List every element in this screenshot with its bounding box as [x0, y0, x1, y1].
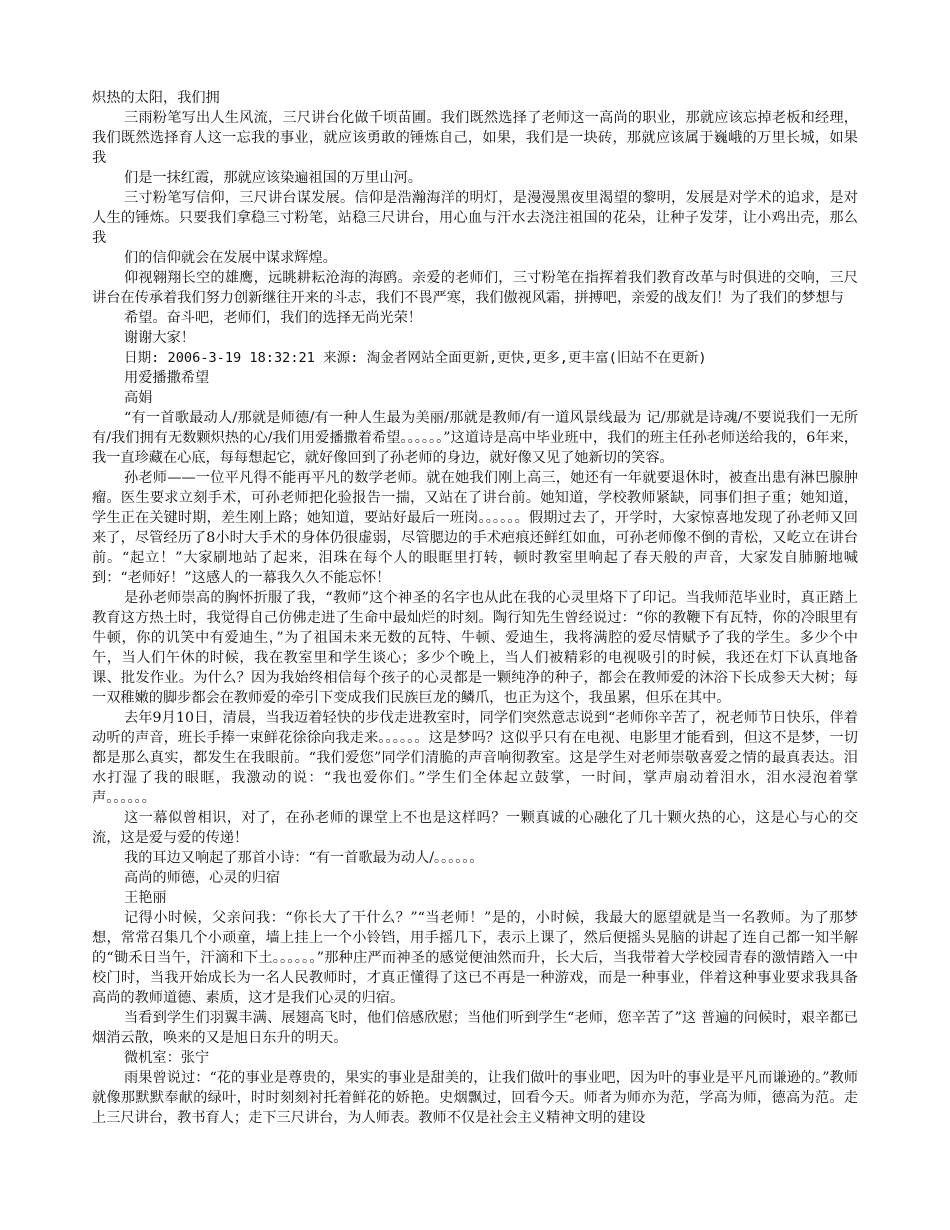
paragraph-chalk-2: 三寸粉笔写信仰，三尺讲台谋发展。信仰是浩瀚海洋的明灯，是漫漫黑夜里渴望的黎明，发展是对学术的追求，是对人生的锤炼。只要我们拿稳三寸粉笔，站稳三尺讲台，用心血与汗水去浇注祖国的花朵，让种子发芽，让小鸡出壳，那么我 [92, 190, 858, 246]
paragraph-chalk-1-cont: 们是一抹红霞，那就应该染遍祖国的万里山河。 [124, 170, 422, 186]
paragraph-childhood: 记得小时候，父亲问我：“你长大了干什么？”“当老师！”是的，小时候，我最大的愿望就是当一名教师。为了那梦想，常常召集几个小顽童，墙上挂上一个小铃铛，用手摇几下，表示上课了，然后便摇头晃脑的讲起了连自己都一知半解的“锄禾日当午，汗滴和下土。。。。。。”那种庄严而神圣的感觉便油然而升，长大后，当我带着大学校园青春的激情踏入一中校门时，当我开始成长为一名人民教师时，才真正懂得了这已不再是一种游戏，而是一种事业，伴着这种事业要求我具备高尚的教师道德、素质，这才是我们心灵的归宿。 [92, 910, 858, 1006]
paragraph-poem-echo: 我的耳边又响起了那首小诗：“有一首歌最为动人/。。。。。。 [124, 850, 484, 866]
paragraph-hugo: 雨果曾说过：“花的事业是尊贵的，果实的事业是甜美的，让我们做叶的事业吧，因为叶的事业是平凡而谦逊的。”教师就像那默默奉献的绿叶，时时刻刻衬托着鲜花的娇艳。史烟飘过，回看今天。师者为师亦为范，学高为师，德高为范。走上三尺讲台，教书育人；走下三尺讲台，为人师表。教师不仅是社会主义精神文明的建设 [92, 1070, 858, 1126]
article-meta: 日期: 2006-3-19 18:32:21 来源: 淘金者网站全面更新,更快,更多,更丰富(旧站不在更新) [124, 350, 707, 366]
paragraph-teachers-day: 去年9月10日，清晨，当我迈着轻快的步伐走进教室时，同学们突然意志说到“老师你辛苦了，祝老师节日快乐，伴着动听的声音，班长手捧一束鲜花徐徐向我走来。。。。。。这是梦吗？这似乎只有在电视、电影里才能看到，但这不是梦，一切都是那么真实，都发生在我眼前。“我们爱您”同学们清脆的声音响彻教室。这是学生对老师崇敬喜爱之情的最真表达。泪水打湿了我的眼眶，我激动的说：“我也爱你们。”学生们全体起立鼓掌，一时间，掌声扇动着泪水，泪水浸泡着掌声。。。。。。 [92, 710, 858, 806]
section-title-love: 用爱播撒希望 [124, 370, 210, 386]
paragraph-deja-vu: 这一幕似曾相识，对了，在孙老师的课堂上不也是这样吗？一颗真诚的心融化了几十颗火热的心，这是心与心的交流，这是爱与爱的传递！ [92, 810, 858, 846]
thanks-line: 谢谢大家！ [124, 330, 195, 346]
section-author-gaojuan: 高娟 [124, 390, 153, 406]
section-author-wangyanli: 王艳丽 [124, 890, 167, 906]
paragraph-chalk-2-cont: 们的信仰就会在发展中谋求辉煌。 [124, 250, 337, 266]
paragraph-poem: “有一首歌最动人/那就是师德/有一种人生最为美丽/那就是教师/有一道风景线最为 记/那就是诗魂/不要说我们一无所有/我们拥有无数颗炽热的心/我们用爱播撒着希望。。。。。。”这道诗是高中毕业班中，我们的班主任孙老师送给我的，6年来，我一直珍藏在心底，每每想起它，就好像回到了孙老师的身边，就好像又见了她新切的笑容。 [92, 410, 858, 466]
paragraph-eagle: 仰视翱翔长空的雄鹰，远眺耕耘沧海的海鸥。亲爱的老师们，三寸粉笔在指挥着我们教育改革与时俱进的交响，三尺讲台在传承着我们努力创新继往开来的斗志，我们不畏严寒，我们傲视风霜，拼搏吧，亲爱的战友们！为了我们的梦想与 [92, 270, 858, 306]
paragraph-chalk-1: 三雨粉笔写出人生风流，三尺讲台化做千顷苗圃。我们既然选择了老师这一高尚的职业，那就应该忘掉老板和经理，我们既然选择育人这一忘我的事业，就应该勇敢的锤炼自己，如果，我们是一块砖，那就应该属于巍峨的万里长城，如果我 [92, 110, 858, 166]
paragraph-inspiration: 是孙老师崇高的胸怀折服了我，“教师”这个神圣的名字也从此在我的心灵里烙下了印记。当我师范毕业时，真正踏上教育这方热土时，我觉得自己仿佛走进了生命中最灿烂的时刻。陶行知先生曾经说过：“你的教鞭下有瓦特，你的冷眼里有牛顿，你的讥笑中有爱迪生，”为了祖国未来无数的瓦特、牛顿、爱迪生，我将满腔的爱尽情赋予了我的学生。多少个中午，当人们午休的时候，我在教室里和学生谈心；多少个晚上，当人们被精彩的电视吸引的时候，我还在灯下认真地备课、批发作业。为什么？因为我始终相信每个孩子的心灵都是一颗纯净的种子，都会在教师爱的沐浴下长成参天大树；每一双稚嫩的脚步都会在教师爱的牵引下变成我们民族巨龙的鳞爪，也正为这个，我虽累，但乐在其中。 [92, 590, 858, 706]
section-title-computer-room: 微机室：张宁 [124, 1050, 210, 1066]
section-title-ethics: 高尚的师德，心灵的归宿 [124, 870, 281, 886]
paragraph-sun-teacher: 孙老师——一位平凡得不能再平凡的数学老师。就在她我们刚上高三，她还有一年就要退休时，被查出患有淋巴腺肿瘤。医生要求立刻手术，可孙老师把化验报告一揣，又站在了讲台前。她知道，学校教师紧缺，同事们担子重；她知道，学生正在关键时期，差生刚上路；她知道，要站好最后一班岗。。。。。。假期过去了，开学时，大家惊喜地发现了孙老师又回来了，尽管经历了8小时大手术的身体仍很虚弱，尽管腮边的手术疤痕还鲜红如血，可孙老师像不倒的青松，又屹立在讲台前。“起立！”大家刷地站了起来，泪珠在每个人的眼眶里打转，顿时教室里响起了春天般的声音，大家发自肺腑地喊到：“老师好！”这感人的一幕我久久不能忘怀！ [92, 470, 858, 586]
intro-fragment: 炽热的太阳，我们拥 [92, 90, 220, 106]
paragraph-eagle-cont: 希望。奋斗吧，老师们，我们的选择无尚光荣！ [124, 310, 422, 326]
paragraph-students-grow: 当看到学生们羽翼丰满、展翅高飞时，他们倍感欣慰；当他们听到学生“老师，您辛苦了”这 普遍的问候时，艰辛都已烟消云散，唤来的又是旭日东升的明天。 [92, 1010, 858, 1046]
